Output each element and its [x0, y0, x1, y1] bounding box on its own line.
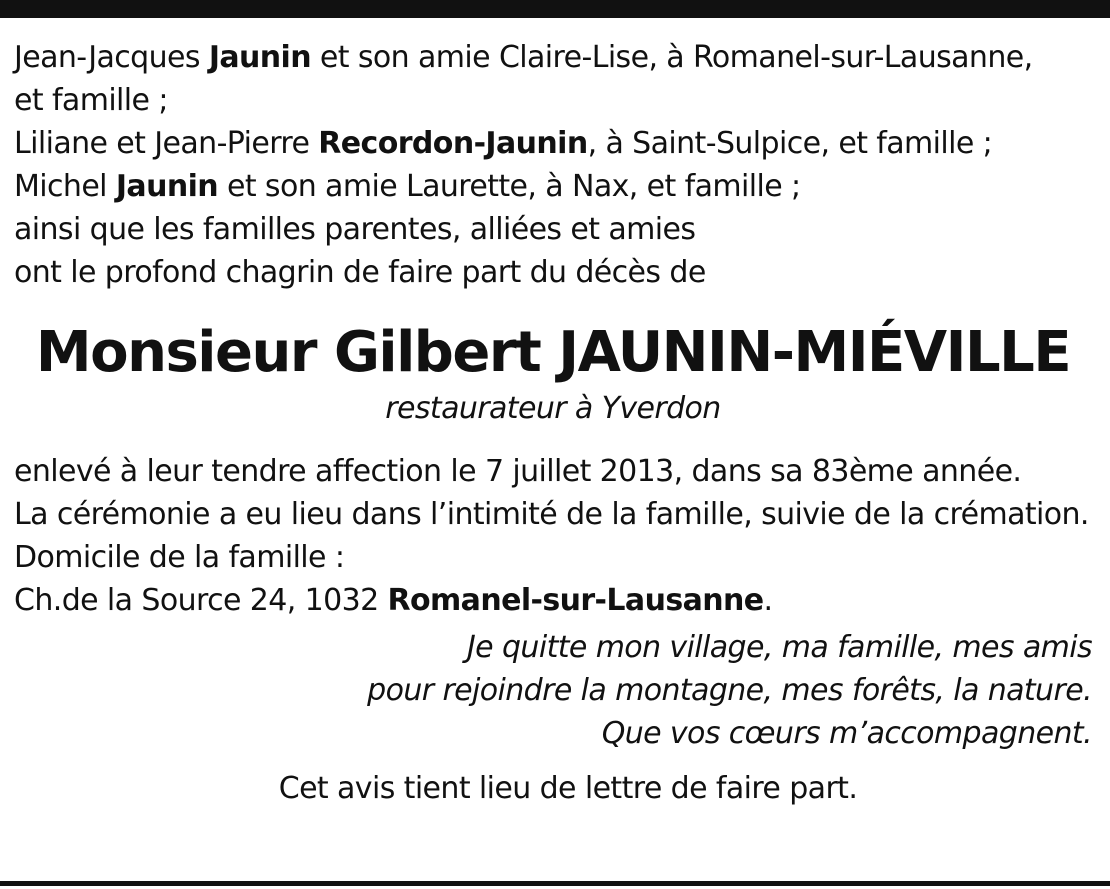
- poem-line-2: pour rejoindre la montagne, mes forêts, la nature.: [367, 673, 1092, 708]
- domicile-label: Domicile de la famille :: [14, 540, 345, 575]
- domicile-address: [14, 579, 1092, 622]
- obituary-notice: [14, 36, 1092, 810]
- family-line-1-surname: Jaunin: [208, 40, 311, 75]
- family-line-1-rest: et son amie Claire-Lise, à Romanel-sur-Lausanne,: [310, 40, 1033, 75]
- death-statement: enlevé à leur tendre affection le 7 juillet 2013, dans sa 83ème année.: [14, 454, 1022, 489]
- family-line-3-rest: , à Saint-Sulpice, et famille ;: [587, 126, 993, 161]
- family-line-4-rest: et son amie Laurette, à Nax, et famille ;: [218, 169, 801, 204]
- address-city: Romanel-sur-Lausanne: [387, 583, 764, 618]
- announcement: [14, 450, 1092, 622]
- family-line-3-text: Liliane et Jean-Pierre: [14, 126, 319, 161]
- address-street: Ch.de la Source 24, 1032: [14, 583, 388, 618]
- poem: [14, 626, 1092, 755]
- deceased-name: Monsieur Gilbert JAUNIN-MIÉVILLE: [35, 320, 1071, 385]
- family-line-4-surname: Jaunin: [115, 169, 219, 204]
- address-end: .: [763, 583, 773, 618]
- family-line-5: ainsi que les familles parentes, alliées et amies: [14, 212, 696, 247]
- family-line-6: ont le profond chagrin de faire part du décès de: [14, 255, 706, 290]
- deceased-profession: restaurateur à Yverdon: [385, 391, 721, 426]
- family-line-4: [14, 165, 1092, 208]
- ceremony-statement: La cérémonie a eu lieu dans l’intimité de la famille, suivie de la crémation.: [14, 497, 1089, 532]
- family-line-4-text: Michel: [14, 169, 116, 204]
- family-line-1-text: Jean-Jacques: [14, 40, 209, 75]
- family-line-1: [14, 36, 1092, 79]
- bottom-border: [0, 881, 1110, 886]
- poem-line-3: Que vos cœurs m’accompagnent.: [601, 716, 1092, 751]
- family-line-3: [14, 122, 1092, 165]
- family-line-3-surname: Recordon-Jaunin: [318, 126, 588, 161]
- poem-line-1: Je quitte mon village, ma famille, mes amis: [466, 630, 1092, 665]
- family-line-2: et famille ;: [14, 83, 168, 118]
- top-border: [0, 0, 1110, 18]
- notice-text: Cet avis tient lieu de lettre de faire part.: [278, 771, 858, 806]
